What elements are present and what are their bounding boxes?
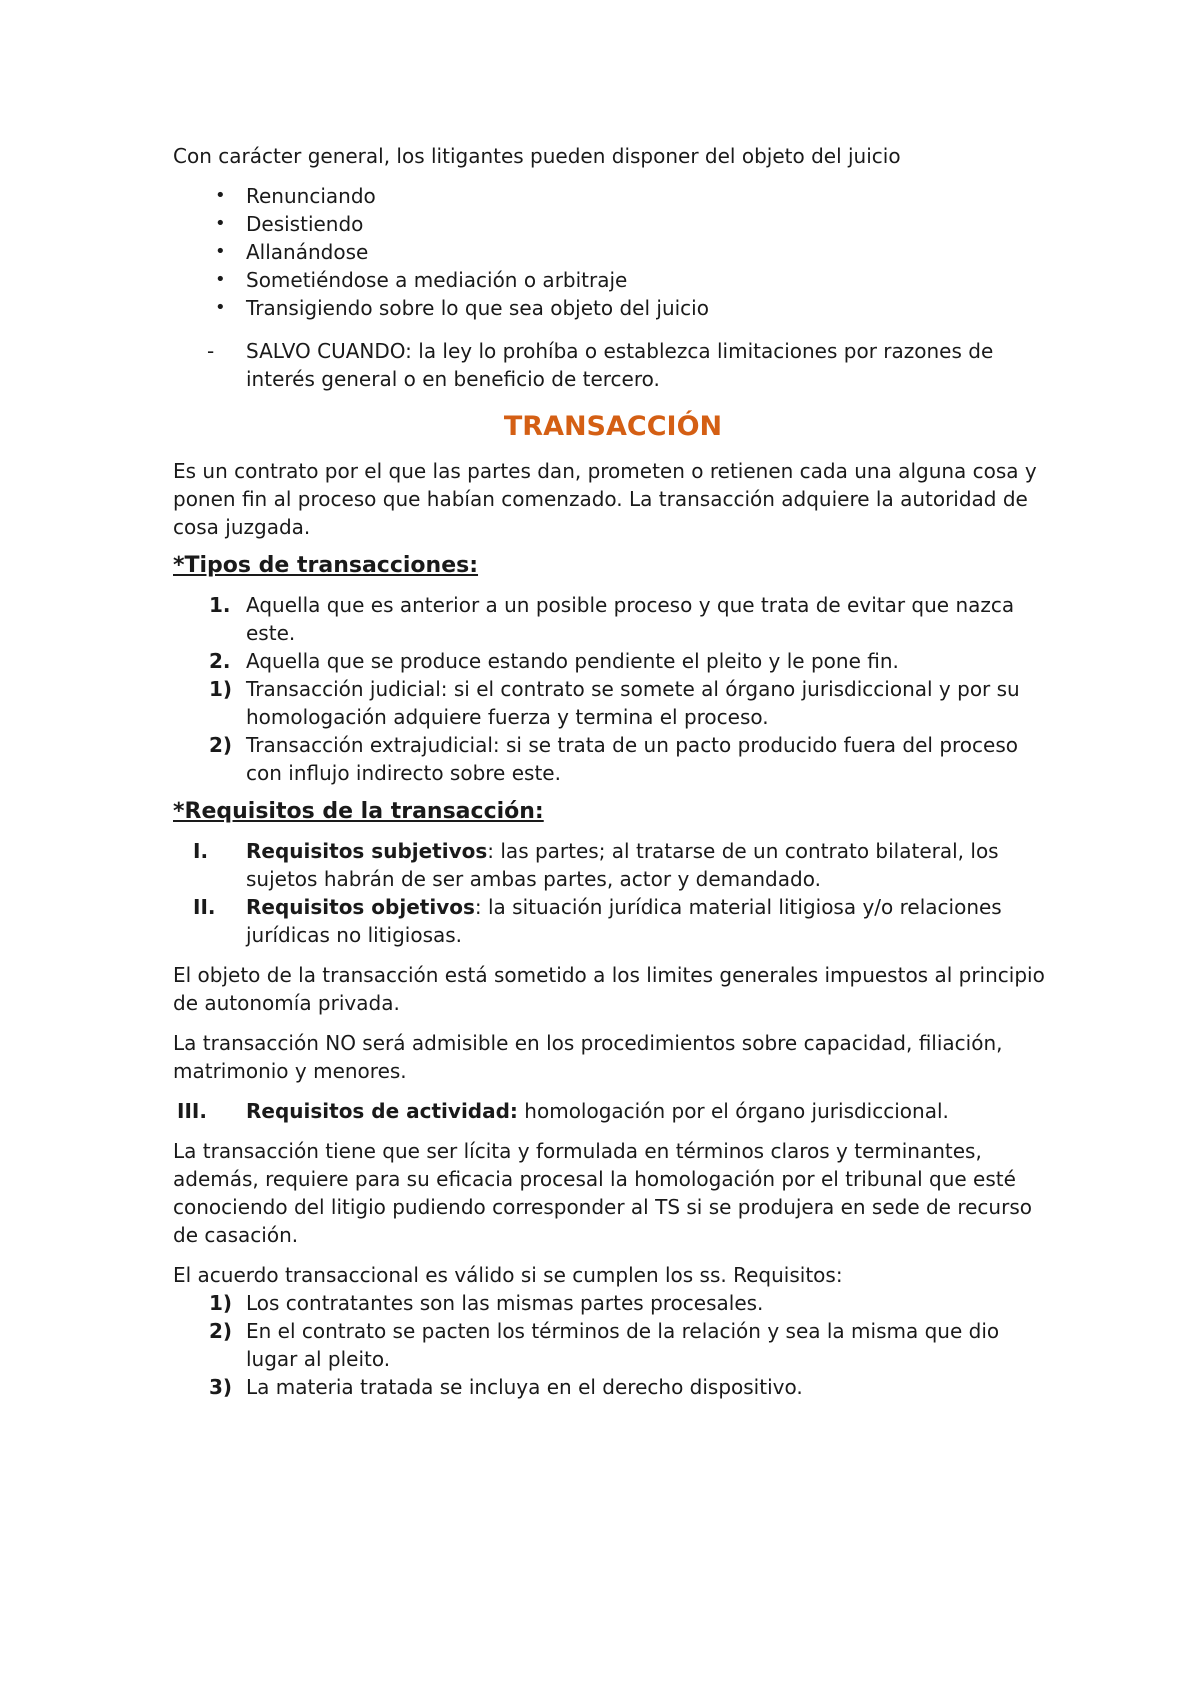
list-item: 2) Transacción extrajudicial: si se trata de un pacto producido fuera del proceso con influjo indirecto sobre este. (209, 733, 1018, 785)
bullet-icon: • (215, 185, 226, 206)
no-admisible-paragraph: La transacción NO será admisible en los procedimientos sobre capacidad, filiación, matrimonio y menores. (173, 1031, 1003, 1083)
list-item: I. Requisitos subjetivos: las partes; al tratarse de un contrato bilateral, los sujetos habrán de ser ambas partes, actor y demandado. (193, 839, 999, 891)
section-title: TRANSACCIÓN (503, 411, 723, 442)
definition-paragraph: Es un contrato por el que las partes dan, prometen o retienen cada una alguna cosa y ponen fin al proceso que habían comenzado. La transacción adquiere la autoridad de cosa juzgada. (173, 459, 1037, 539)
list-item: II. Requisitos objetivos: la situación jurídica material litigiosa y/o relaciones jurídicas no litigiosas. (193, 895, 1002, 947)
list-item: 2) En el contrato se pacten los términos de la relación y sea la misma que dio lugar al pleito. (209, 1319, 1000, 1371)
list-item: • Transigiendo sobre lo que sea objeto del juicio (215, 296, 709, 320)
list-item: 1. Aquella que es anterior a un posible proceso y que trata de evitar que nazca este. (209, 593, 1015, 645)
list-item: • Sometiéndose a mediación o arbitraje (215, 268, 628, 292)
list-item: 3) La materia tratada se incluya en el derecho dispositivo. (209, 1375, 803, 1399)
acuerdo-list (173, 1289, 1053, 1401)
tipos-heading: *Tipos de transacciones: (173, 553, 479, 578)
list-item: • Renunciando (215, 184, 376, 208)
bullet-icon: • (215, 241, 226, 262)
list-item: 1) Transacción judicial: si el contrato se somete al órgano jurisdiccional y por su homologación adquiere fuerza y termina el proceso. (209, 677, 1020, 729)
exception-note: - SALVO CUANDO: la ley lo prohíba o establezca limitaciones por razones de interés general o en beneficio de tercero. (207, 339, 994, 391)
list-item: • Allanándose (215, 240, 369, 264)
requisitos-list (173, 837, 1053, 949)
list-item: • Desistiendo (215, 212, 364, 236)
dash-icon: - (207, 339, 215, 363)
objeto-paragraph: El objeto de la transacción está sometido a los limites generales impuestos al principio de autonomía privada. (173, 963, 1045, 1015)
disposal-methods-list (173, 182, 1053, 322)
licita-paragraph: La transacción tiene que ser lícita y formulada en términos claros y terminantes, además, requiere para su eficacia procesal la homologación por el tribunal que esté conociendo del litigio pudiendo corresponder al TS si se produjera en sede de recurso de casación. (173, 1139, 1032, 1247)
document-body (173, 142, 1053, 1401)
bullet-icon: • (215, 297, 226, 318)
requisito-actividad: III. Requisitos de actividad: homologación por el órgano jurisdiccional. (177, 1099, 949, 1123)
requisitos-heading: *Requisitos de la transacción: (173, 799, 544, 824)
tipos-list-parenthesized (173, 675, 1053, 787)
list-item: 2. Aquella que se produce estando pendiente el pleito y le pone fin. (209, 649, 899, 673)
tipos-list-numbered (173, 591, 1053, 675)
bullet-icon: • (215, 269, 226, 290)
list-item: 1) Los contratantes son las mismas partes procesales. (209, 1291, 764, 1315)
acuerdo-paragraph: El acuerdo transaccional es válido si se cumplen los ss. Requisitos: (173, 1263, 843, 1287)
intro-paragraph: Con carácter general, los litigantes pueden disponer del objeto del juicio (173, 144, 901, 168)
bullet-icon: • (215, 213, 226, 234)
